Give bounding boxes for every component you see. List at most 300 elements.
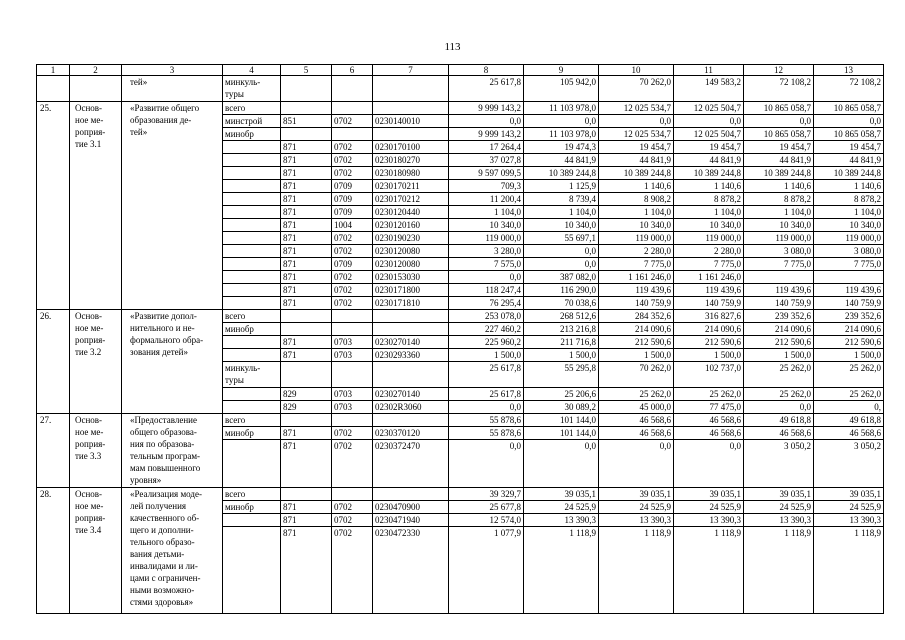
- amount-cell: 13 390,3: [524, 514, 599, 527]
- amount-cell: 3 050,2: [744, 440, 814, 488]
- amount-cell: 44 841,9: [814, 154, 884, 167]
- amount-cell: [744, 271, 814, 284]
- amount-cell: 1 118,9: [674, 527, 744, 614]
- executor-cell: [223, 336, 281, 349]
- executor-cell: [223, 514, 281, 527]
- amount-cell: 25 617,8: [449, 76, 524, 102]
- target-article-cell: 0230171800: [373, 284, 449, 297]
- measure-title-cell: Основ- ное ме- роприя- тие 3.4: [70, 488, 122, 614]
- amount-cell: 0,0: [449, 271, 524, 284]
- column-number-row: [37, 65, 884, 76]
- amount-cell: 119 000,0: [814, 232, 884, 245]
- target-article-cell: 0230270140: [373, 388, 449, 401]
- amount-cell: 55 697,1: [524, 232, 599, 245]
- amount-cell: 10 389 244,8: [599, 167, 674, 180]
- amount-cell: 2 280,0: [599, 245, 674, 258]
- amount-cell: 1 104,0: [674, 206, 744, 219]
- amount-cell: 10 865 058,7: [814, 128, 884, 141]
- amount-cell: 140 759,9: [599, 297, 674, 310]
- table-row: [37, 488, 884, 501]
- section-code-cell: 0702: [332, 297, 373, 310]
- grbs-cell: 871: [281, 258, 332, 271]
- executor-cell: [223, 297, 281, 310]
- section-code-cell: 0703: [332, 388, 373, 401]
- page-number: 113: [444, 41, 461, 53]
- executor-cell: всего: [223, 102, 281, 115]
- amount-cell: 8 908,2: [599, 193, 674, 206]
- amount-cell: 0,0: [599, 115, 674, 128]
- column-number-6: 6: [332, 65, 373, 76]
- amount-cell: 119 000,0: [744, 232, 814, 245]
- grbs-cell: 871: [281, 440, 332, 488]
- amount-cell: 25 617,8: [449, 388, 524, 401]
- amount-cell: 25 262,0: [744, 388, 814, 401]
- grbs-cell: 871: [281, 349, 332, 362]
- executor-cell: всего: [223, 414, 281, 427]
- section-code-cell: 0702: [332, 154, 373, 167]
- amount-cell: 119 000,0: [449, 232, 524, 245]
- column-number-8: 8: [449, 65, 524, 76]
- amount-cell: 227 460,2: [449, 323, 524, 336]
- amount-cell: 0,0: [814, 115, 884, 128]
- amount-cell: 116 290,0: [524, 284, 599, 297]
- target-article-cell: 0230120160: [373, 219, 449, 232]
- grbs-cell: 871: [281, 336, 332, 349]
- section-code-cell: 0703: [332, 336, 373, 349]
- amount-cell: 12 025 534,7: [599, 128, 674, 141]
- section-code-cell: [332, 76, 373, 102]
- amount-cell: 10 865 058,7: [744, 128, 814, 141]
- grbs-cell: 871: [281, 271, 332, 284]
- measure-title-cell: Основ- ное ме- роприя- тие 3.1: [70, 102, 122, 310]
- amount-cell: 13 390,3: [744, 514, 814, 527]
- section-code-cell: 0702: [332, 527, 373, 614]
- section-code-cell: 0702: [332, 232, 373, 245]
- amount-cell: 1 140,6: [814, 180, 884, 193]
- grbs-cell: 871: [281, 527, 332, 614]
- amount-cell: 0,0: [524, 245, 599, 258]
- executor-cell: [223, 527, 281, 614]
- grbs-cell: 871: [281, 232, 332, 245]
- column-number-4: 4: [223, 65, 281, 76]
- executor-cell: [223, 193, 281, 206]
- amount-cell: 39 035,1: [524, 488, 599, 501]
- grbs-cell: 871: [281, 141, 332, 154]
- amount-cell: 46 568,6: [599, 427, 674, 440]
- amount-cell: 10 340,0: [814, 219, 884, 232]
- amount-cell: 7 575,0: [449, 258, 524, 271]
- row-number-cell: 26.: [37, 310, 70, 414]
- amount-cell: 119 439,6: [744, 284, 814, 297]
- amount-cell: 1 140,6: [599, 180, 674, 193]
- executor-cell: [223, 206, 281, 219]
- section-code-cell: 1004: [332, 219, 373, 232]
- amount-cell: 1 161 246,0: [674, 271, 744, 284]
- amount-cell: 10 340,0: [744, 219, 814, 232]
- amount-cell: 11 103 978,0: [524, 128, 599, 141]
- amount-cell: 7 775,0: [599, 258, 674, 271]
- amount-cell: 0,0: [524, 440, 599, 488]
- executor-cell: минобр: [223, 323, 281, 336]
- amount-cell: 70 038,6: [524, 297, 599, 310]
- amount-cell: 0,0: [524, 258, 599, 271]
- amount-cell: 212 590,6: [599, 336, 674, 349]
- amount-cell: 39 035,1: [814, 488, 884, 501]
- section-code-cell: [332, 310, 373, 323]
- amount-cell: 17 264,4: [449, 141, 524, 154]
- amount-cell: 140 759,9: [744, 297, 814, 310]
- amount-cell: 1 500,0: [449, 349, 524, 362]
- amount-cell: 24 525,9: [524, 501, 599, 514]
- grbs-cell: [281, 414, 332, 427]
- section-code-cell: 0709: [332, 193, 373, 206]
- target-article-cell: [373, 488, 449, 501]
- amount-cell: 46 568,6: [674, 427, 744, 440]
- executor-cell: [223, 154, 281, 167]
- target-article-cell: 0230120440: [373, 206, 449, 219]
- grbs-cell: [281, 76, 332, 102]
- amount-cell: 49 618,8: [814, 414, 884, 427]
- amount-cell: 239 352,6: [814, 310, 884, 323]
- grbs-cell: 871: [281, 514, 332, 527]
- amount-cell: 9 999 143,2: [449, 128, 524, 141]
- target-article-cell: [373, 323, 449, 336]
- amount-cell: 11 103 978,0: [524, 102, 599, 115]
- target-article-cell: [373, 102, 449, 115]
- grbs-cell: 829: [281, 401, 332, 414]
- column-number-2: 2: [70, 65, 122, 76]
- amount-cell: 46 568,6: [744, 427, 814, 440]
- row-number-cell: 27.: [37, 414, 70, 488]
- amount-cell: 19 454,7: [599, 141, 674, 154]
- amount-cell: 1 500,0: [524, 349, 599, 362]
- table-row: [37, 102, 884, 115]
- amount-cell: 19 474,3: [524, 141, 599, 154]
- grbs-cell: 871: [281, 180, 332, 193]
- section-code-cell: [332, 128, 373, 141]
- executor-cell: [223, 232, 281, 245]
- target-article-cell: 0230171810: [373, 297, 449, 310]
- section-code-cell: 0702: [332, 514, 373, 527]
- grbs-cell: 871: [281, 154, 332, 167]
- row-number-cell: 25.: [37, 102, 70, 310]
- amount-cell: 11 200,4: [449, 193, 524, 206]
- amount-cell: 49 618,8: [744, 414, 814, 427]
- amount-cell: 55 878,6: [449, 427, 524, 440]
- column-number-3: 3: [122, 65, 223, 76]
- executor-cell: [223, 284, 281, 297]
- section-code-cell: 0702: [332, 167, 373, 180]
- amount-cell: 225 960,2: [449, 336, 524, 349]
- amount-cell: 1 500,0: [599, 349, 674, 362]
- grbs-cell: 871: [281, 501, 332, 514]
- grbs-cell: 871: [281, 206, 332, 219]
- target-article-cell: 0230170100: [373, 141, 449, 154]
- executor-cell: [223, 219, 281, 232]
- amount-cell: 44 841,9: [744, 154, 814, 167]
- target-article-cell: 0230471940: [373, 514, 449, 527]
- target-article-cell: 0230190230: [373, 232, 449, 245]
- amount-cell: 316 827,6: [674, 310, 744, 323]
- target-article-cell: 0230140010: [373, 115, 449, 128]
- amount-cell: 140 759,9: [674, 297, 744, 310]
- target-article-cell: 0230170212: [373, 193, 449, 206]
- continuation-row: [37, 76, 884, 102]
- amount-cell: 10 389 244,8: [674, 167, 744, 180]
- amount-cell: 214 090,6: [814, 323, 884, 336]
- amount-cell: 10 340,0: [524, 219, 599, 232]
- column-number-12: 12: [744, 65, 814, 76]
- amount-cell: 0,0: [449, 401, 524, 414]
- executor-cell: минобр: [223, 427, 281, 440]
- executor-cell: минстрой: [223, 115, 281, 128]
- amount-cell: 19 454,7: [744, 141, 814, 154]
- amount-cell: 24 525,9: [674, 501, 744, 514]
- amount-cell: 24 525,9: [599, 501, 674, 514]
- amount-cell: 214 090,6: [674, 323, 744, 336]
- table-row: [37, 414, 884, 427]
- amount-cell: 1 118,9: [599, 527, 674, 614]
- amount-cell: 1 104,0: [599, 206, 674, 219]
- target-article-cell: 0230472330: [373, 527, 449, 614]
- target-article-cell: [373, 362, 449, 388]
- amount-cell: 13 390,3: [814, 514, 884, 527]
- amount-cell: 253 078,0: [449, 310, 524, 323]
- amount-cell: 1 118,9: [814, 527, 884, 614]
- executor-cell: [223, 141, 281, 154]
- amount-cell: 10 865 058,7: [744, 102, 814, 115]
- amount-cell: 140 759,9: [814, 297, 884, 310]
- section-code-cell: 0703: [332, 401, 373, 414]
- amount-cell: 44 841,9: [674, 154, 744, 167]
- amount-cell: 7 775,0: [814, 258, 884, 271]
- target-article-cell: 0230270140: [373, 336, 449, 349]
- amount-cell: 25 262,0: [814, 388, 884, 401]
- amount-cell: 70 262,0: [599, 362, 674, 388]
- amount-cell: 25 262,0: [744, 362, 814, 388]
- amount-cell: 76 295,4: [449, 297, 524, 310]
- grbs-cell: 871: [281, 427, 332, 440]
- amount-cell: 39 035,1: [744, 488, 814, 501]
- target-article-cell: [373, 310, 449, 323]
- grbs-cell: [281, 128, 332, 141]
- grbs-cell: 851: [281, 115, 332, 128]
- target-article-cell: 0230120080: [373, 245, 449, 258]
- amount-cell: 72 108,2: [814, 76, 884, 102]
- row-number-cell: [37, 76, 70, 102]
- target-article-cell: 0230153030: [373, 271, 449, 284]
- amount-cell: 39 329,7: [449, 488, 524, 501]
- section-code-cell: 0702: [332, 271, 373, 284]
- section-code-cell: 0702: [332, 284, 373, 297]
- amount-cell: 25 262,0: [814, 362, 884, 388]
- measure-title-cell: [70, 76, 122, 102]
- amount-cell: 39 035,1: [674, 488, 744, 501]
- amount-cell: 119 439,6: [674, 284, 744, 297]
- grbs-cell: 871: [281, 219, 332, 232]
- amount-cell: 211 716,8: [524, 336, 599, 349]
- amount-cell: 214 090,6: [744, 323, 814, 336]
- amount-cell: 25 617,8: [449, 362, 524, 388]
- grbs-cell: 871: [281, 193, 332, 206]
- executor-cell: [223, 180, 281, 193]
- executor-cell: [223, 167, 281, 180]
- amount-cell: 37 027,8: [449, 154, 524, 167]
- amount-cell: 212 590,6: [674, 336, 744, 349]
- measure-title-cell: Основ- ное ме- роприя- тие 3.3: [70, 414, 122, 488]
- amount-cell: 1 104,0: [524, 206, 599, 219]
- target-article-cell: 0230180270: [373, 154, 449, 167]
- executor-cell: [223, 245, 281, 258]
- section-code-cell: [332, 323, 373, 336]
- measure-name-cell: тей»: [122, 76, 223, 102]
- amount-cell: 7 775,0: [674, 258, 744, 271]
- column-number-13: 13: [814, 65, 884, 76]
- amount-cell: 55 878,6: [449, 414, 524, 427]
- amount-cell: 212 590,6: [744, 336, 814, 349]
- amount-cell: 44 841,9: [599, 154, 674, 167]
- amount-cell: 46 568,6: [599, 414, 674, 427]
- target-article-cell: [373, 128, 449, 141]
- target-article-cell: [373, 76, 449, 102]
- section-code-cell: 0702: [332, 501, 373, 514]
- amount-cell: 1 500,0: [674, 349, 744, 362]
- executor-cell: минкуль- туры: [223, 76, 281, 102]
- executor-cell: [223, 258, 281, 271]
- amount-cell: 7 775,0: [744, 258, 814, 271]
- column-number-11: 11: [674, 65, 744, 76]
- amount-cell: 0,0: [449, 440, 524, 488]
- section-code-cell: 0702: [332, 141, 373, 154]
- grbs-cell: 829: [281, 388, 332, 401]
- amount-cell: 8 878,2: [674, 193, 744, 206]
- amount-cell: 3 080,0: [744, 245, 814, 258]
- amount-cell: 709,3: [449, 180, 524, 193]
- amount-cell: 3 080,0: [814, 245, 884, 258]
- amount-cell: 1 125,9: [524, 180, 599, 193]
- target-article-cell: 0230470900: [373, 501, 449, 514]
- executor-cell: минобр: [223, 501, 281, 514]
- amount-cell: 10 389 244,8: [814, 167, 884, 180]
- amount-cell: 1 077,9: [449, 527, 524, 614]
- column-number-10: 10: [599, 65, 674, 76]
- amount-cell: 0,0: [674, 440, 744, 488]
- amount-cell: 72 108,2: [744, 76, 814, 102]
- measure-name-cell: «Реализация моде- лей получения качественного об- щего и дополни- тельного образо- вания детьми- инвалидами и ли- цами с ограничен- ными возможно- стями здоровья»: [122, 488, 223, 614]
- amount-cell: 101 144,0: [524, 427, 599, 440]
- section-code-cell: [332, 362, 373, 388]
- executor-cell: минкуль- туры: [223, 362, 281, 388]
- section-code-cell: 0703: [332, 349, 373, 362]
- target-article-cell: 0230180980: [373, 167, 449, 180]
- column-number-9: 9: [524, 65, 599, 76]
- amount-cell: 119 000,0: [599, 232, 674, 245]
- amount-cell: 1 104,0: [744, 206, 814, 219]
- section-code-cell: 0702: [332, 427, 373, 440]
- budget-table: [36, 64, 884, 614]
- target-article-cell: 0230370120: [373, 427, 449, 440]
- amount-cell: 1 140,6: [674, 180, 744, 193]
- amount-cell: 24 525,9: [814, 501, 884, 514]
- amount-cell: 119 439,6: [814, 284, 884, 297]
- grbs-cell: [281, 323, 332, 336]
- amount-cell: 0,0: [449, 115, 524, 128]
- amount-cell: 239 352,6: [744, 310, 814, 323]
- amount-cell: 12 025 504,7: [674, 128, 744, 141]
- amount-cell: 70 262,0: [599, 76, 674, 102]
- amount-cell: [814, 271, 884, 284]
- amount-cell: 8 878,2: [814, 193, 884, 206]
- section-code-cell: 0702: [332, 440, 373, 488]
- grbs-cell: 871: [281, 167, 332, 180]
- amount-cell: 149 583,2: [674, 76, 744, 102]
- amount-cell: 45 000,0: [599, 401, 674, 414]
- amount-cell: 101 144,0: [524, 414, 599, 427]
- amount-cell: 1 500,0: [744, 349, 814, 362]
- amount-cell: 44 841,9: [524, 154, 599, 167]
- measure-name-cell: «Предоставление общего образова- ния по образова- тельным програм- мам повышенного уровня»: [122, 414, 223, 488]
- amount-cell: 9 999 143,2: [449, 102, 524, 115]
- section-code-cell: 0702: [332, 245, 373, 258]
- measure-title-cell: Основ- ное ме- роприя- тие 3.2: [70, 310, 122, 414]
- amount-cell: 10 389 244,8: [744, 167, 814, 180]
- table-row: [37, 310, 884, 323]
- column-number-1: 1: [37, 65, 70, 76]
- amount-cell: 12 025 534,7: [599, 102, 674, 115]
- amount-cell: 268 512,6: [524, 310, 599, 323]
- amount-cell: 3 050,2: [814, 440, 884, 488]
- amount-cell: 3 280,0: [449, 245, 524, 258]
- target-article-cell: 02302R3060: [373, 401, 449, 414]
- grbs-cell: 871: [281, 284, 332, 297]
- executor-cell: [223, 388, 281, 401]
- amount-cell: 46 568,6: [814, 427, 884, 440]
- amount-cell: 0,0: [674, 115, 744, 128]
- section-code-cell: [332, 414, 373, 427]
- amount-cell: 13 390,3: [599, 514, 674, 527]
- amount-cell: 105 942,0: [524, 76, 599, 102]
- amount-cell: 0,: [814, 401, 884, 414]
- target-article-cell: [373, 414, 449, 427]
- amount-cell: 30 089,2: [524, 401, 599, 414]
- executor-cell: [223, 349, 281, 362]
- amount-cell: 77 475,0: [674, 401, 744, 414]
- amount-cell: 9 597 099,5: [449, 167, 524, 180]
- amount-cell: 46 568,6: [674, 414, 744, 427]
- executor-cell: всего: [223, 310, 281, 323]
- executor-cell: всего: [223, 488, 281, 501]
- amount-cell: 8 739,4: [524, 193, 599, 206]
- section-code-cell: 0709: [332, 206, 373, 219]
- amount-cell: 2 280,0: [674, 245, 744, 258]
- executor-cell: минобр: [223, 128, 281, 141]
- column-number-5: 5: [281, 65, 332, 76]
- grbs-cell: 871: [281, 245, 332, 258]
- target-article-cell: 0230170211: [373, 180, 449, 193]
- amount-cell: 10 389 244,8: [524, 167, 599, 180]
- amount-cell: 12 574,0: [449, 514, 524, 527]
- amount-cell: 213 216,8: [524, 323, 599, 336]
- amount-cell: 25 677,8: [449, 501, 524, 514]
- amount-cell: 118 247,4: [449, 284, 524, 297]
- measure-name-cell: «Развитие общего образования де- тей»: [122, 102, 223, 310]
- amount-cell: 1 500,0: [814, 349, 884, 362]
- amount-cell: 1 118,9: [524, 527, 599, 614]
- section-code-cell: 0709: [332, 258, 373, 271]
- amount-cell: 10 340,0: [674, 219, 744, 232]
- grbs-cell: [281, 102, 332, 115]
- section-code-cell: 0709: [332, 180, 373, 193]
